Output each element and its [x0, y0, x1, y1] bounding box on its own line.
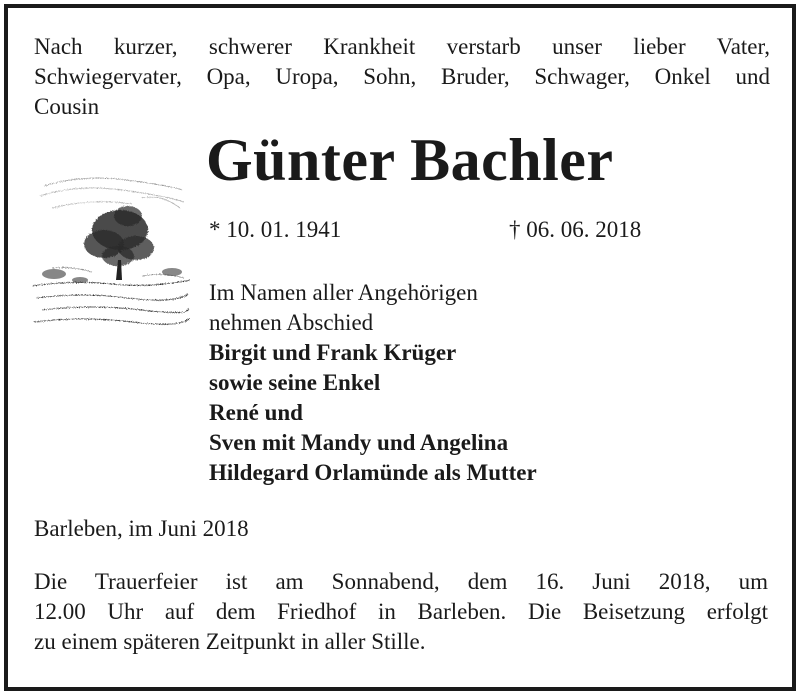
mourners-block [209, 278, 537, 488]
intro-line: Schwiegervater, Opa, Uropa, Sohn, Bruder, Schwager, Onkel und [34, 64, 770, 89]
mourner-name: Sven mit Mandy und Angelina [209, 430, 509, 455]
deceased-name: Günter Bachler [206, 127, 614, 193]
tree-sketch-image [32, 168, 190, 332]
intro-text [34, 32, 770, 122]
mourner-name: Hildegard Orlamünde als Mutter [209, 460, 537, 485]
mourner-name: René und [209, 400, 303, 425]
intro-line: Nach kurzer, schwerer Krankheit verstarb unser lieber Vater, [34, 34, 770, 59]
intro-line: Cousin [34, 94, 100, 119]
place-date: Barleben, im Juni 2018 [34, 516, 249, 541]
funeral-line: zu einem späteren Zeitpunkt in aller Stille. [34, 629, 426, 654]
funeral-line: Die Trauerfeier ist am Sonnabend, dem 16. Juni 2018, um [34, 569, 768, 594]
funeral-line: 12.00 Uhr auf dem Friedhof in Barleben. Die Beisetzung erfolgt [34, 599, 768, 624]
mourner-name: Birgit und Frank Krüger [209, 340, 457, 365]
mourners-intro-line: nehmen Abschied [209, 310, 374, 335]
funeral-info [34, 567, 768, 657]
mourners-intro-line: Im Namen aller Angehörigen [209, 280, 478, 305]
birth-date: * 10. 01. 1941 [209, 217, 342, 242]
mourner-name: sowie seine Enkel [209, 370, 381, 395]
death-date: † 06. 06. 2018 [509, 217, 642, 242]
